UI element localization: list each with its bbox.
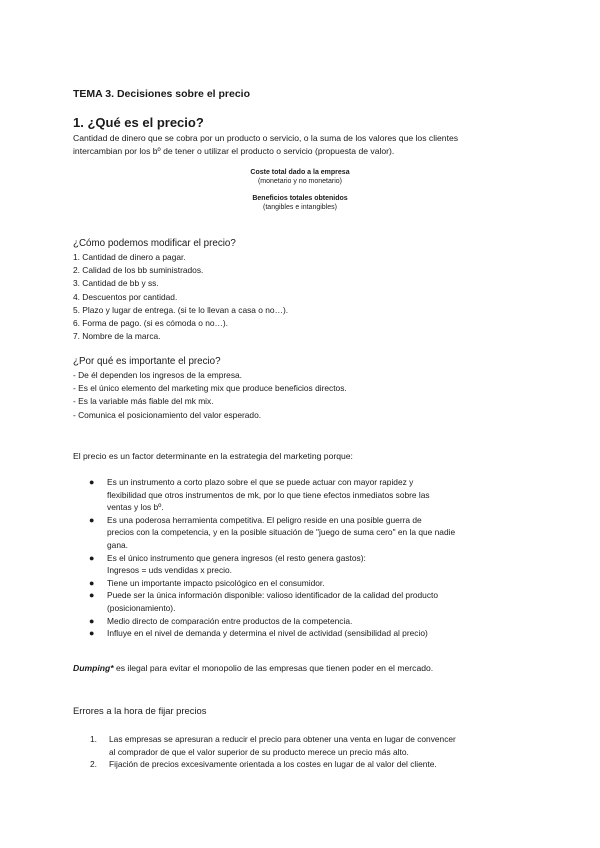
bullet-item: [82, 476, 522, 514]
document-title: TEMA 3. Decisiones sobre el precio: [73, 88, 251, 100]
intro-line: intercambian por los bº de tener o utilizar el producto o servicio (propuesta de valor).: [73, 146, 395, 156]
importance-list: [73, 369, 533, 422]
strategy-intro: El precio es un factor determinante en la estrategia del marketing porque:: [73, 451, 353, 461]
bullet-line: Influye en el nivel de demanda y determina el nivel de actividad (sensibilidad al precio): [107, 628, 428, 639]
dumping-text: es ilegal para evitar el monopolio de las empresas que tienen poder en el mercado.: [113, 663, 434, 673]
list-item: [82, 758, 522, 771]
bullet-line: flexibilidad que otros instrumentos de mk, por lo que tiene efectos inmediatos sobre las: [107, 489, 430, 500]
list-item: [82, 733, 522, 758]
bullet-icon: ●: [89, 552, 95, 563]
bullet-item: [82, 552, 522, 577]
bullet-line: Es un instrumento a corto plazo sobre el que se puede actuar con mayor rapidez y: [107, 477, 414, 487]
figure-line: Coste total dado a la empresa: [250, 169, 350, 176]
list-line: Fijación de precios excesivamente orientada a los costes en lugar de al valor del cliente.: [109, 759, 437, 770]
bullet-item: [82, 514, 522, 552]
list-item: 6. Forma de pago. (si es cómoda o no…).: [73, 318, 229, 329]
bullet-icon: ●: [89, 615, 95, 626]
list-item: 4. Descuentos por cantidad.: [73, 291, 178, 302]
list-item: 3. Cantidad de bb y ss.: [73, 278, 159, 289]
importance-question: ¿Por qué es importante el precio?: [73, 356, 221, 367]
bullet-line: Es una poderosa herramienta competitiva. El peligro reside en una posible guerra de: [107, 514, 422, 525]
list-number: 1.: [90, 734, 97, 744]
list-item: 5. Plazo y lugar de entrega. (si te lo llevan a casa o no…).: [73, 304, 289, 315]
bullet-icon: ●: [89, 514, 95, 525]
bullet-line: Tiene un importante impacto psicológico en el consumidor.: [107, 577, 325, 588]
bullet-line: Puede ser la única información disponible: valioso identificador de la calidad del producto: [107, 590, 439, 601]
section-heading: 1. ¿Qué es el precio?: [73, 115, 204, 130]
bullet-line: Es el único instrumento que genera ingresos (el resto genera gastos):: [107, 552, 366, 563]
intro-paragraph: [73, 132, 533, 158]
bullet-line: Medio directo de comparación entre productos de la competencia.: [107, 615, 353, 626]
bullet-icon: ●: [89, 590, 95, 601]
bullet-item: [82, 589, 522, 614]
bullet-item: [82, 627, 522, 640]
list-item: 1. Cantidad de dinero a pagar.: [73, 252, 186, 262]
bullet-line: Ingresos = uds vendidas x precio.: [107, 565, 232, 576]
bullet-item: [82, 615, 522, 628]
list-item: 7. Nombre de la marca.: [73, 331, 161, 342]
figure-line: (tangibles e intangibles): [263, 204, 337, 211]
bullet-line: gana.: [107, 539, 128, 550]
list-number: 2.: [90, 759, 97, 770]
bullet-line: (posicionamiento).: [107, 602, 176, 613]
strategy-bullets: [82, 476, 522, 640]
errors-list: [82, 733, 522, 771]
figure-line: Beneficios totales obtenidos: [252, 195, 348, 202]
value-figure: [200, 168, 400, 212]
dumping-note: [73, 662, 533, 675]
list-item: - Es la variable más fiable del mk mix.: [73, 396, 214, 407]
bullet-icon: ●: [89, 477, 95, 487]
list-line: Las empresas se apresuran a reducir el precio para obtener una venta en lugar de convencer: [109, 734, 456, 744]
list-item: 2. Calidad de los bb suministrados.: [73, 265, 204, 276]
bullet-line: precios con la competencia, y en la posible situación de "juego de suma cero" en la que nadie: [107, 527, 456, 538]
dumping-term: Dumping*: [73, 663, 114, 673]
list-line: al comprador de que el valor superior de su producto merece un precio más alto.: [109, 746, 409, 757]
bullet-icon: ●: [89, 628, 95, 639]
list-item: - Comunica el posicionamiento del valor esperado.: [73, 409, 262, 420]
intro-line: Cantidad de dinero que se cobra por un producto o servicio, o la suma de los valores que los clientes: [73, 133, 459, 143]
bullet-line: ventas y los bº.: [107, 502, 164, 513]
modify-list: [73, 251, 533, 343]
bullet-item: [82, 577, 522, 590]
errors-heading: Errores a la hora de fijar precios: [73, 705, 207, 716]
figure-line: (monetario y no monetario): [257, 178, 343, 185]
list-item: - De él dependen los ingresos de la empresa.: [73, 370, 242, 380]
list-item: - Es el único elemento del marketing mix que produce beneficios directos.: [73, 383, 347, 394]
bullet-icon: ●: [89, 577, 95, 588]
modify-question: ¿Cómo podemos modificar el precio?: [73, 238, 236, 249]
